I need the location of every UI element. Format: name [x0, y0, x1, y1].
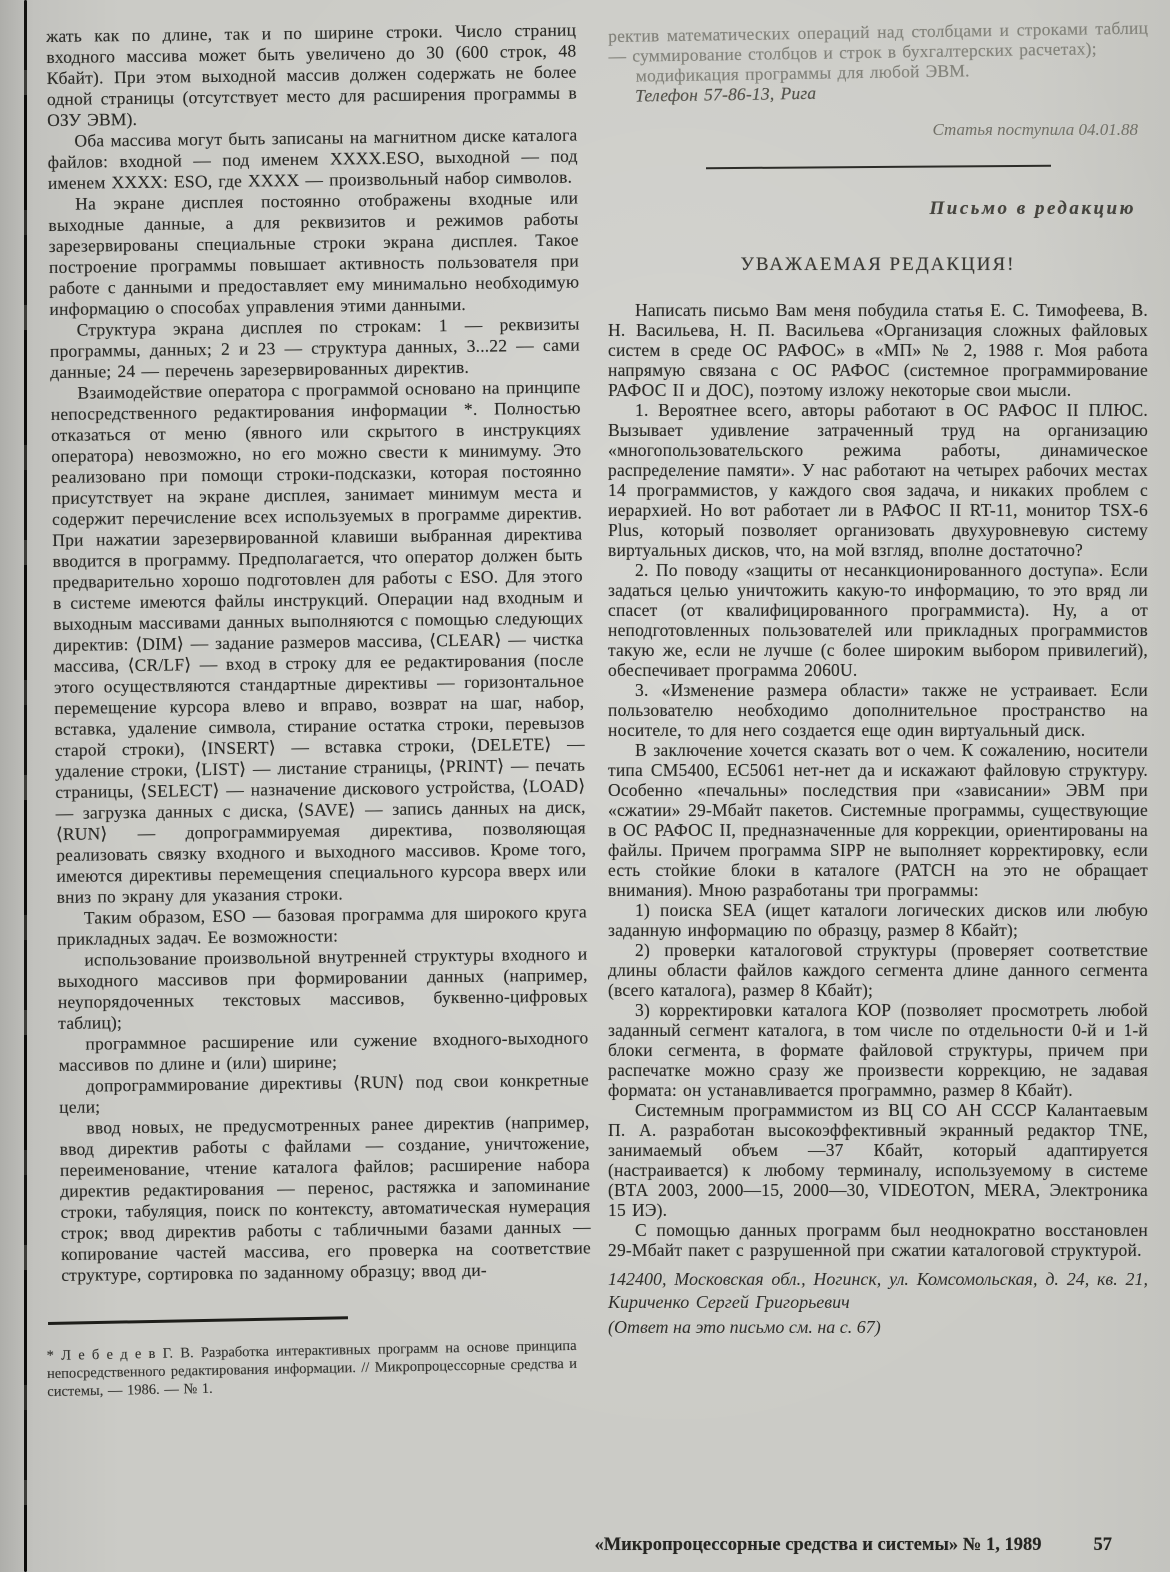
footnote-block	[46, 1312, 577, 1401]
paragraph: Структура экрана дисплея по строкам: 1 — реквизиты программы, данных; 2 и 23 — структура данных, 3...22 — сами данные; 24 — перечень зарезервированных директив.	[49, 313, 581, 382]
paragraph: 3) корректировки каталога КОР (позволяет просмотреть любой заданный сегмент каталога, в том числе по отдельности 0-й и 1-й блоки сегмента, в формате файловой структуры, причем при распечатке можно сразу же произвести коррекцию, не задавая формата: он устанавливается программно, размер 8 Кбайт).	[608, 1000, 1148, 1100]
page-footer	[0, 1535, 1170, 1556]
article-continuation	[608, 18, 1149, 86]
paragraph: 2. По поводу «защиты от несанкционированного доступа». Если задаться целью уничтожить какую-то информацию, то это вряд ли спасет (от квалифицированного программиста). Ну, а от неподготовленных пользователей или прикладных программистов такую же, если не лучше (с более широким выбором привилегий), обеспечивает программа 2060U.	[608, 560, 1148, 680]
paragraph: программное расширение или сужение входного-выходного массивов по длине и (или) ширине;	[58, 1027, 589, 1075]
left-column	[46, 19, 592, 1401]
paragraph: 1) поиска SEA (ищет каталоги логических дисков или любую заданную информацию по образцу, размер 8 Кбайт);	[608, 900, 1148, 940]
letter-heading: УВАЖАЕМАЯ РЕДАКЦИЯ!	[740, 254, 1016, 275]
paragraph: 1. Вероятнее всего, авторы работают в ОС РАФОС II ПЛЮС. Вызывает удивление затраченный труд на организацию «многопользовательского режима работы, динамическое распределение памяти». У нас работают на четырех рабочих местах 14 программистов, у каждого своя задача, и никаких проблем с иерархией. Но вот работает ли в РАФОС II RT-11, монитор TSX-6 Plus, который позволяет организовать двухуровневую систему виртуальных дисков, что, на мой взгляд, вполне достаточно?	[608, 400, 1148, 560]
left-column-text	[46, 20, 591, 1286]
author-address: 142400, Московская обл., Ногинск, ул. Комсомольская, д. 24, кв. 21, Кириченко Сергей Григорьевич	[608, 1269, 1148, 1312]
paragraph: использование произвольной внутренней структуры входного и выходного массивов при формировании данных (например, неупорядоченных текстовых массивов, буквенно-цифровых таблиц);	[57, 943, 589, 1033]
section-label: Письмо в редакцию	[929, 198, 1136, 219]
reply-reference: (Ответ на это письмо см. на с. 67)	[608, 1317, 881, 1337]
footnote-rule	[48, 1316, 348, 1325]
paragraph: На экране дисплея постоянно отображены входные или выходные данные, а для реквизитов и режимов работы зарезервированы специальные строки экрана дисплея. Такое построение программы повышает активность пользователя при работе с данными и предоставляет ему минимально необходимую информацию о способах управления этими данными.	[48, 187, 580, 319]
paragraph: жать как по длине, так и по ширине строки. Число страниц входного массива может быть увеличено до 30 (600 строк, 48 Кбайт). При этом выходной массив должен содержать не более одной страницы (отсутствует место для расширения программы в ОЗУ ЭВМ).	[46, 19, 577, 130]
section-divider-rule	[705, 165, 1050, 169]
paragraph: Таким образом, ESO — базовая программа для широкого круга прикладных задач. Ее возможности:	[57, 901, 587, 949]
paragraph: 3. «Изменение размера области» также не устраивает. Если пользователю необходимо дополнительное пространство на носителе, то для него создается еще один виртуальный диск.	[608, 680, 1148, 740]
paragraph: модификация программы для любой ЭВМ.	[635, 60, 970, 86]
telephone-line: Телефон 57-86-13, Рига	[634, 82, 817, 106]
paragraph: В заключение хочется сказать вот о чем. К сожалению, носители типа СМ5400, ЕС5061 нет-нет да и искажают файловую структуру. Особенно «печальны» последствия при «зависании» ЭВМ при «сжатии» 29-Мбайт пакетов. Системные программы, существующие в ОС РАФОС II, предназначенные для коррекции, ориентированы на файлы. Причем программа SIPP не выполняет корректировку, если есть стойкие блоки в каталоге (PATCH на это не обращает внимания). Мною разработаны три программы:	[608, 740, 1148, 900]
footnote: * Л е б е д е в Г. В. Разработка интерактивных программ на основе принципа непосредственного редактирования информации. // Микропроцессорные средства и системы, — 1986. — № 1.	[46, 1337, 578, 1400]
paragraph: допрограммирование директивы ⟨RUN⟩ под свои конкретные цели;	[59, 1069, 590, 1117]
binding-edge	[24, 0, 27, 1572]
page-number: 57	[1093, 1535, 1112, 1555]
paragraph: Взаимодействие оператора с программой основано на принципе непосредственного редактирования информации *. Полностью отказаться от меню (явного или скрытого в инструкциях оператора) невозможно, но его можно свести к минимуму. Это реализовано при помощи строки-подсказки, которая постоянно присутствует на экране дисплея, занимает минимум места и содержит перечисление всех используемых в программе директив. При нажатии зарезервированной клавиши выбранная директива вводится в программу. Предполагается, что оператор должен быть предварительно хорошо подготовлен для работы с ESO. Для этого в системе имеются файлы инструкций. Операции над входным и выходным массивами данных выполняются с помощью следующих директив: ⟨DIM⟩ — задание размеров массива, ⟨CLEAR⟩ — чистка массива, ⟨CR/LF⟩ — вход в строку для ее редактирования (после этого осуществляются стандартные директивы — горизонтальное перемещение курсора влево и вправо, возврат на шаг, набор, вставка, удаление символа, стирание остатка строки, перевызов старой строки), ⟨INSERT⟩ — вставка строки, ⟨DELETE⟩ — удаление строки, ⟨LIST⟩ — листание страницы, ⟨PRINT⟩ — печать страницы, ⟨SELECT⟩ — назначение дискового устройства, ⟨LOAD⟩ — загрузка данных с диска, ⟨SAVE⟩ — запись данных на диск, ⟨RUN⟩ — допрограммируемая директива, позволяющая реализовать связку входного и выходного массивов. Кроме того, имеются директивы перемещения специального курсора вверх или вниз по экрану для указания строки.	[50, 376, 587, 907]
paragraph: Системным программистом из ВЦ СО АН СССР Калантаевым П. А. разработан высокоэффективный экранный редактор TNE, занимаемый объем —37 Кбайт, который адаптируется (настраивается) к любому терминалу, используемому в системе (ВТА 2003, 2000—15, 2000—30, VIDEOTON, MERA, Электроника 15 ИЭ).	[608, 1100, 1148, 1220]
paragraph: Оба массива могут быть записаны на магнитном диске каталога файлов: входной — под именем XXXX.ESO, выходной — под именем XXXX: ESO, где XXXX — произвольный набор символов.	[47, 124, 578, 193]
paragraph: 2) проверки каталоговой структуры (проверяет соответствие длины области файлов каждого сегмента длине данного сегмента (всего каталога), размер 8 Кбайт);	[608, 940, 1148, 1000]
journal-title: «Микропроцессорные средства и системы» № 1, 1989	[594, 1535, 1042, 1555]
letter-body	[608, 300, 1148, 1260]
paragraph: С помощью данных программ был неоднократно восстановлен 29-Мбайт пакет с разрушенной при сжатии каталоговой структурой.	[608, 1220, 1148, 1260]
right-column	[608, 17, 1149, 1339]
paragraph: ректив математических операций над столбцами и строками таблиц — суммирование столбцов и строк в бухгалтерских расчетах);	[608, 17, 1149, 66]
article-received-line: Статья поступила 04.01.88	[932, 120, 1138, 139]
paragraph: ввод новых, не предусмотренных ранее директив (например, ввод директив работы с файлами — создание, уничтожение, переименование, чтение каталога файлов; расширение набора директив редактирования — перенос, растяжка и запоминание строки, табуляция, поиск по контексту, автоматическая нумерация строк; ввод директив работы с табличными базами данных — копирование частей массива, его проверка на соответствие структуре, сортировка по заданному образцу; ввод ди-	[59, 1111, 592, 1285]
paragraph: Написать письмо Вам меня побудила статья Е. С. Тимофеева, В. Н. Васильева, Н. П. Васильева «Организация сложных файловых систем в среде ОС РАФОС» в «МП» № 2, 1988 г. Моя работа напрямую связана с ОС РАФОС (системное программирование РАФОС II и ДОС), поэтому изложу некоторые свои мысли.	[608, 300, 1148, 400]
